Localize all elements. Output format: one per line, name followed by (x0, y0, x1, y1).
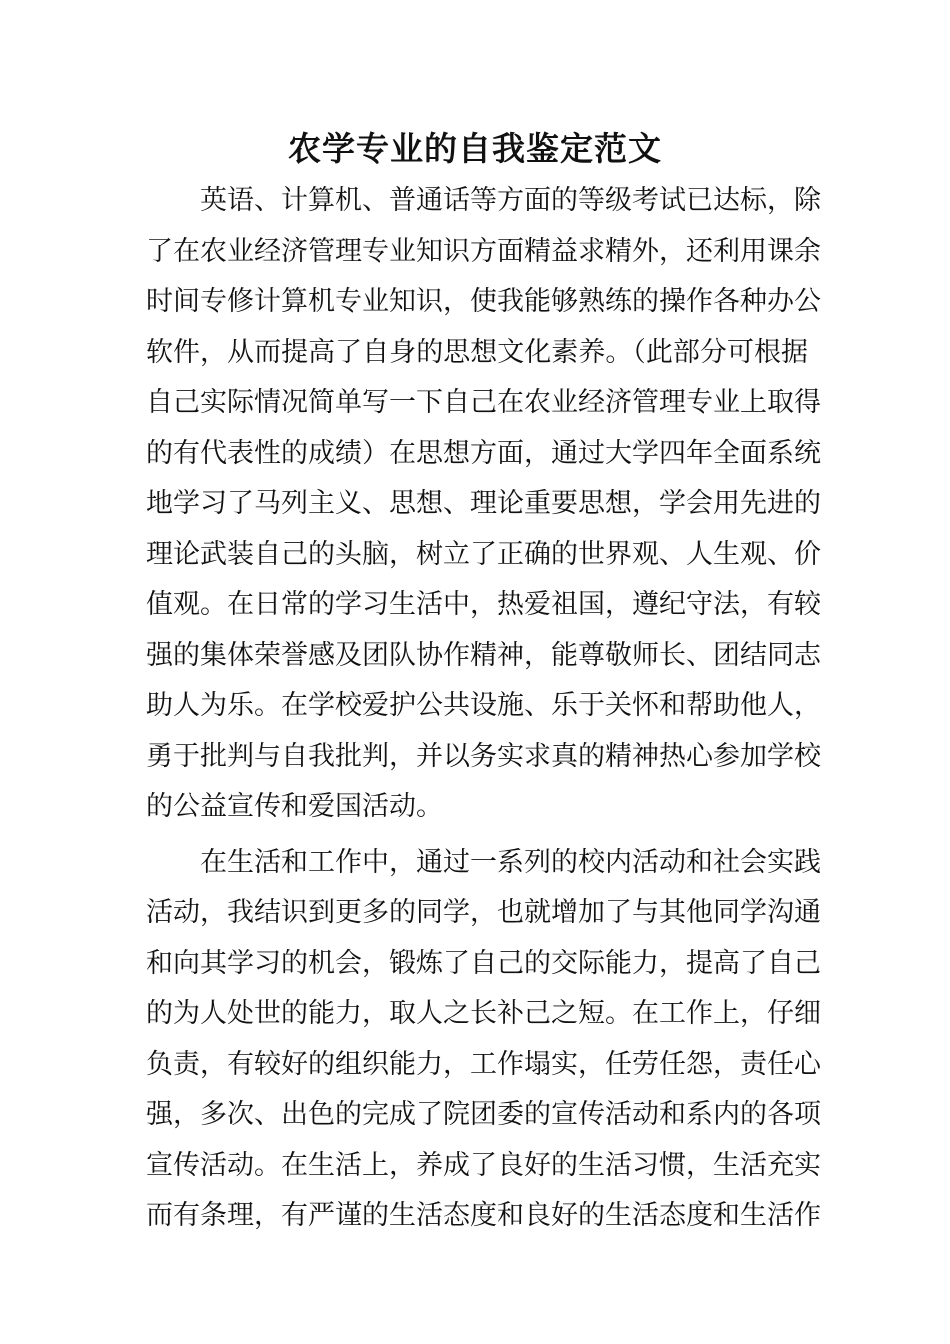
paragraph-line: 理论武装自己的头脑，树立了正确的世界观、人生观、价 (146, 538, 821, 570)
document-title: 农学专业的自我鉴定范文 (288, 129, 662, 168)
paragraph-line: 软件，从而提高了自身的思想文化素养。（此部分可根据 (146, 336, 808, 368)
paragraph-line: 负责，有较好的组织能力，工作塌实，任劳任怨，责任心 (146, 1048, 821, 1080)
paragraph-line: 而有条理，有严谨的生活态度和良好的生活态度和生活作 (146, 1200, 821, 1231)
paragraph-line: 的为人处世的能力，取人之长补己之短。在工作上，仔细 (146, 998, 821, 1029)
paragraph-line: 时间专修计算机专业知识，使我能够熟练的操作各种办公 (146, 286, 821, 317)
paragraph-line: 了在农业经济管理专业知识方面精益求精外，还利用课余 (146, 235, 821, 267)
paragraph-line: 和向其学习的机会，锻炼了自己的交际能力，提高了自己 (146, 947, 821, 979)
paragraph-line: 勇于批判与自我批判，并以务实求真的精神热心参加学校 (146, 740, 821, 772)
document-body (146, 176, 821, 1242)
paragraph-line: 在生活和工作中，通过一系列的校内活动和社会实践 (200, 846, 821, 878)
paragraph-line: 自己实际情况简单写一下自己在农业经济管理专业上取得 (146, 387, 821, 418)
paragraph-2 (146, 838, 821, 1242)
paragraph-line: 强的集体荣誉感及团队协作精神，能尊敬师长、团结同志 (146, 639, 821, 671)
paragraph-line: 地学习了马列主义、思想、理论重要思想，学会用先进的 (146, 488, 821, 519)
paragraph-line: 的公益宣传和爱国活动。 (146, 791, 443, 822)
paragraph-line: 强，多次、出色的完成了院团委的宣传活动和系内的各项 (146, 1099, 821, 1130)
paragraph-line: 宣传活动。在生活上，养成了良好的生活习惯，生活充实 (146, 1149, 821, 1181)
paragraph-line: 活动，我结识到更多的同学，也就增加了与其他同学沟通 (146, 897, 821, 928)
paragraph-line: 助人为乐。在学校爱护公共设施、乐于关怀和帮助他人， (146, 690, 821, 721)
paragraph-line: 值观。在日常的学习生活中，热爱祖国，遵纪守法，有较 (146, 589, 821, 620)
paragraph-1 (146, 176, 821, 833)
paragraph-line: 英语、计算机、普通话等方面的等级考试已达标，除 (200, 185, 821, 216)
paragraph-line: 的有代表性的成绩）在思想方面，通过大学四年全面系统 (146, 437, 821, 469)
